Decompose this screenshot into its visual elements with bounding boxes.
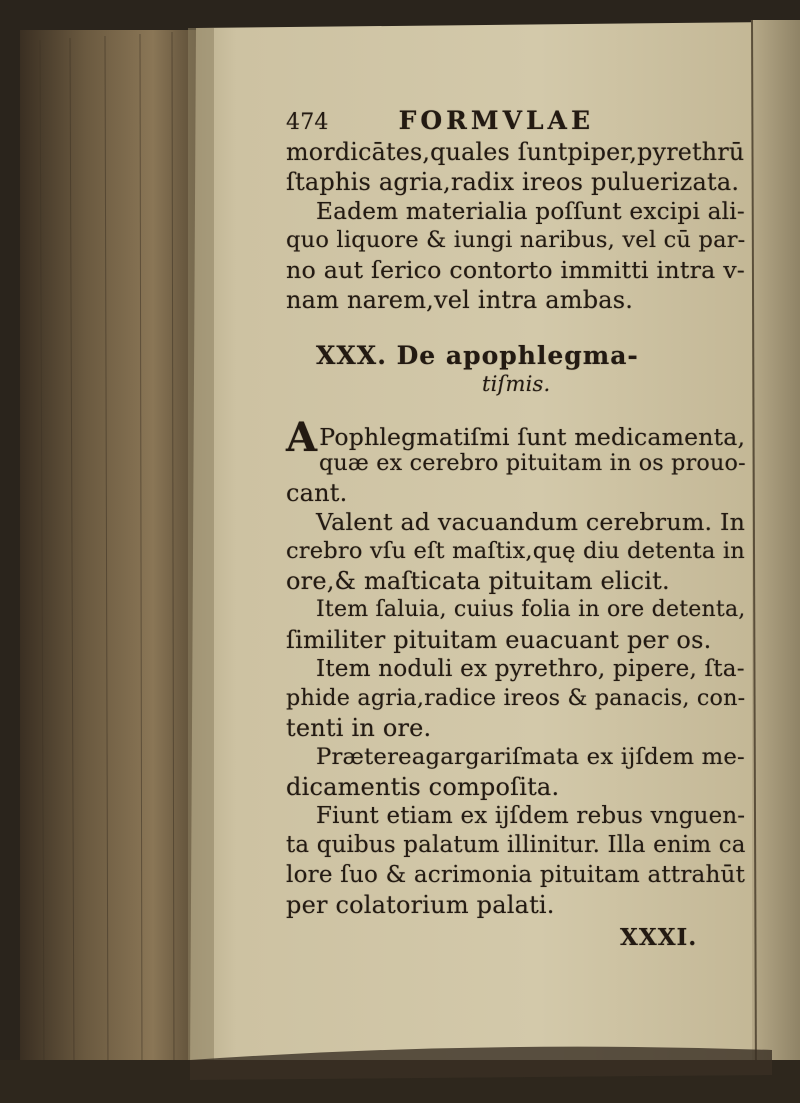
running-head [286, 108, 594, 134]
section-heading: XXX. De apophlegma- [316, 341, 639, 370]
text-line: dicamentis compoſita. [286, 773, 560, 801]
text-line: crebro vſu eſt maſtix,quę diu detenta in [286, 538, 745, 564]
first-line-text: Pophlegmatiſmi ſunt medicamenta, [319, 423, 746, 451]
text-line: quæ ex cerebro pituitam in os prouo- [319, 450, 746, 476]
text-line: Prætereagargariſmata ex ijſdem me- [316, 744, 745, 770]
text-line: no aut ſerico contorto immitti intra v- [286, 256, 746, 284]
catchword: XXXI. [620, 924, 698, 951]
text-line: quo liquore & iungi naribus, vel cū par- [286, 227, 746, 253]
text-line: ta quibus palatum illinitur. Illa enim ca [286, 832, 746, 858]
text-line: phide agria,radice ireos & panacis, con- [286, 685, 746, 711]
text-line: ſimiliter pituitam euacuant per os. [286, 626, 712, 654]
initial-letter: A [286, 414, 318, 461]
text-line: ore,& maſticata pituitam elicit. [286, 567, 670, 595]
text-line: nam narem,vel intra ambas. [286, 286, 634, 314]
text-line: Valent ad vacuandum cerebrum. In [316, 508, 746, 536]
text-line: per colatorium palati. [286, 891, 555, 919]
text-line: ſtaphis agria,radix ireos puluerizata. [286, 168, 740, 196]
text-line: lore ſuo & acrimonia pituitam attrahūt [286, 862, 746, 888]
text-line: Item noduli ex pyrethro, pipere, ſta- [316, 656, 745, 682]
text-line: tenti in ore. [286, 714, 432, 742]
text-line: cant. [286, 479, 348, 507]
page-number: 474 [286, 110, 329, 135]
text-line: Eadem materialia poſſunt excipi ali- [316, 198, 745, 225]
section-subheading: tiſmis. [482, 372, 551, 396]
text-line: Fiunt etiam ex ijſdem rebus vnguen- [316, 803, 746, 829]
running-title: FORMVLAE [398, 106, 594, 135]
text-line: mordicātes,quales ſuntpiper,pyrethrū [286, 138, 745, 166]
text-line: Item ſaluia, cuius folia in ore detenta, [316, 597, 746, 622]
